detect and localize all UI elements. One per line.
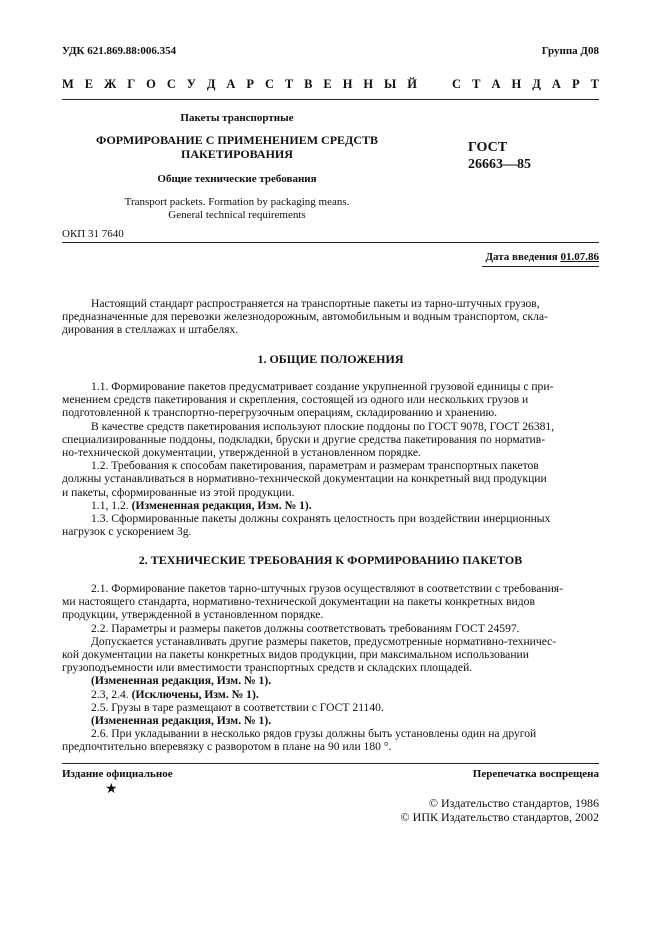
section2-amendment: (Измененная редакция, Изм. № 1). bbox=[91, 714, 272, 728]
section1-line: но-технической документации, утвержденной в установленном порядке. bbox=[62, 446, 421, 460]
banner-letter: Т bbox=[284, 77, 294, 91]
banner-letter: О bbox=[146, 77, 156, 91]
banner-letter: Е bbox=[323, 77, 332, 91]
section2-amendment: (Измененная редакция, Изм. № 1). bbox=[91, 674, 272, 688]
banner-letter: Т bbox=[590, 77, 599, 91]
section1-amendment bbox=[62, 499, 599, 512]
intro-line: дирования в стеллажах и штабелях. bbox=[62, 323, 239, 337]
section2-line: ми настоящего стандарта, нормативно-технической документации на пакеты конкретных видов bbox=[62, 595, 535, 609]
group-code: Группа Д08 bbox=[541, 45, 599, 57]
section1-heading: 1. ОБЩИЕ ПОЛОЖЕНИЯ bbox=[257, 352, 404, 366]
banner-letter: Н bbox=[342, 77, 353, 91]
section2-line: продукции, утвержденной в установленном порядке. bbox=[62, 608, 324, 622]
section1-line: менением средств пакетирования и скрепления, состоящей из одного или нескольких грузов и bbox=[62, 393, 529, 407]
copyright-block bbox=[401, 796, 599, 824]
title-sub: Общие технические требования bbox=[157, 173, 317, 185]
excl-text: (Исключены, Изм. № 1). bbox=[131, 687, 259, 701]
banner-letter: Д bbox=[206, 77, 216, 91]
amend-prefix: 1.1, 1.2. bbox=[91, 498, 132, 512]
gost-number: 26663—85 bbox=[468, 157, 531, 172]
banner-letter: Ж bbox=[104, 77, 117, 91]
banner-letter: Н bbox=[363, 77, 374, 91]
banner-letter: А bbox=[226, 77, 236, 91]
okp-code: ОКП 31 7640 bbox=[62, 228, 124, 240]
title-divider bbox=[62, 242, 599, 243]
banner-letter: Д bbox=[532, 77, 541, 91]
udk-code: УДК 621.869.88:006.354 bbox=[62, 45, 177, 57]
reprint-notice: Перепечатка воспрещена bbox=[472, 768, 599, 780]
section2-line: 2.1. Формирование пакетов тарно-штучных грузов осуществляют в соответствии с требования- bbox=[91, 582, 563, 595]
banner-letter: Н bbox=[511, 77, 522, 91]
title-main-line1: ФОРМИРОВАНИЕ С ПРИМЕНЕНИЕМ СРЕДСТВ bbox=[96, 133, 378, 147]
section1-line: нагрузок с ускорением 3g. bbox=[62, 525, 192, 539]
section2-line: 2.6. При укладывании в несколько рядов грузы должны быть установлены один на другой bbox=[91, 727, 537, 741]
banner-letter: С bbox=[166, 77, 176, 91]
title-en-line2: General technical requirements bbox=[168, 209, 306, 221]
banner-letter: Р bbox=[246, 77, 255, 91]
gost-id bbox=[468, 139, 531, 173]
banner-letter: Г bbox=[127, 77, 136, 91]
section2-heading: 2. ТЕХНИЧЕСКИЕ ТРЕБОВАНИЯ К ФОРМИРОВАНИЮ ПАКЕТОВ bbox=[138, 553, 523, 567]
banner-interstate bbox=[62, 77, 417, 92]
banner-letter: Й bbox=[407, 77, 417, 91]
copyright-2002: © ИПК Издательство стандартов, 2002 bbox=[400, 810, 599, 824]
effective-date-value: 01.07.86 bbox=[560, 251, 599, 263]
banner-letter: Е bbox=[84, 77, 94, 91]
banner-standard bbox=[452, 77, 599, 92]
title-en-line1: Transport packets. Formation by packaging means. bbox=[124, 196, 350, 208]
section1-line: подготовленной к транспортно-перегрузочным операциям, складированию и хранению. bbox=[62, 406, 498, 420]
section1-line: должны устанавливаться в нормативно-технической документации на конкретный вид продукции bbox=[62, 472, 547, 486]
banner-letter: А bbox=[551, 77, 561, 91]
banner-letter: Р bbox=[571, 77, 580, 91]
section2-line: кой документации на пакеты конкретных видов продукции, при максимальном использовании bbox=[62, 648, 529, 662]
gost-label: ГОСТ bbox=[468, 140, 508, 155]
excl-prefix: 2.3, 2.4. bbox=[91, 687, 132, 701]
section2-line: предпочтительно вперевязку с разворотом в плане на 90 или 180 °. bbox=[62, 740, 392, 754]
title-pre: Пакеты транспортные bbox=[180, 112, 294, 124]
amend-text: (Измененная редакция, Изм. № 1). bbox=[131, 498, 312, 512]
section2-line: 2.2. Параметры и размеры пакетов должны соответствовать требованиям ГОСТ 24597. bbox=[91, 621, 520, 635]
banner-letter: С bbox=[452, 77, 462, 91]
banner-letter: С bbox=[264, 77, 274, 91]
intro-line: Настоящий стандарт распространяется на транспортные пакеты из тарно-штучных грузов, bbox=[91, 297, 540, 310]
intro-paragraph bbox=[62, 297, 599, 337]
section2-body bbox=[62, 582, 599, 754]
copyright-1986: © Издательство стандартов, 1986 bbox=[428, 796, 599, 810]
section1-line: специализированные поддоны, подкладки, бруски и другие средства пакетирования по норматив- bbox=[62, 432, 546, 446]
banner-letter: Ы bbox=[384, 77, 397, 91]
banner-letter: Т bbox=[472, 77, 481, 91]
section2-line: Допускается устанавливать другие размеры пакетов, предусмотренные нормативно-техничес- bbox=[91, 634, 557, 648]
banner-letter: У bbox=[186, 77, 196, 91]
title-english bbox=[62, 196, 412, 222]
date-underline bbox=[482, 266, 599, 267]
section2-exclusion bbox=[62, 688, 599, 701]
header-divider bbox=[62, 99, 599, 100]
standard-banner bbox=[62, 77, 599, 93]
effective-date-label: Дата введения bbox=[485, 251, 558, 263]
section1-line: 1.3. Сформированные пакеты должны сохранять целостность при воздействии инерционных bbox=[91, 512, 551, 526]
section1-body bbox=[62, 380, 599, 538]
banner-letter: В bbox=[304, 77, 313, 91]
section2-line: грузоподъемности или вместимости транспортных средств и складских площадей. bbox=[62, 661, 473, 675]
title-main-line2: ПАКЕТИРОВАНИЯ bbox=[181, 147, 293, 161]
footer-divider bbox=[62, 763, 599, 764]
star-icon: ★ bbox=[105, 781, 118, 797]
banner-letter: М bbox=[62, 77, 74, 91]
section1-line: 1.2. Требования к способам пакетирования, параметрам и размерам транспортных пакетов bbox=[91, 459, 539, 473]
section1-line: 1.1. Формирование пакетов предусматривает создание укрупненной грузовой единицы с при- bbox=[91, 380, 554, 393]
title-main bbox=[62, 133, 412, 161]
section1-line: В качестве средств пакетирования используют плоские поддоны по ГОСТ 9078, ГОСТ 26381, bbox=[91, 419, 555, 433]
official-edition: Издание официальное bbox=[62, 768, 173, 780]
effective-date bbox=[485, 251, 599, 263]
banner-letter: А bbox=[491, 77, 501, 91]
section2-line: 2.5. Грузы в таре размещают в соответствии с ГОСТ 21140. bbox=[91, 700, 384, 714]
intro-line: предназначенные для перевозки железнодорожным, автомобильным и водным транспортом, скла- bbox=[62, 310, 548, 324]
section1-line: и пакеты, сформированные из этой продукции. bbox=[62, 485, 295, 499]
